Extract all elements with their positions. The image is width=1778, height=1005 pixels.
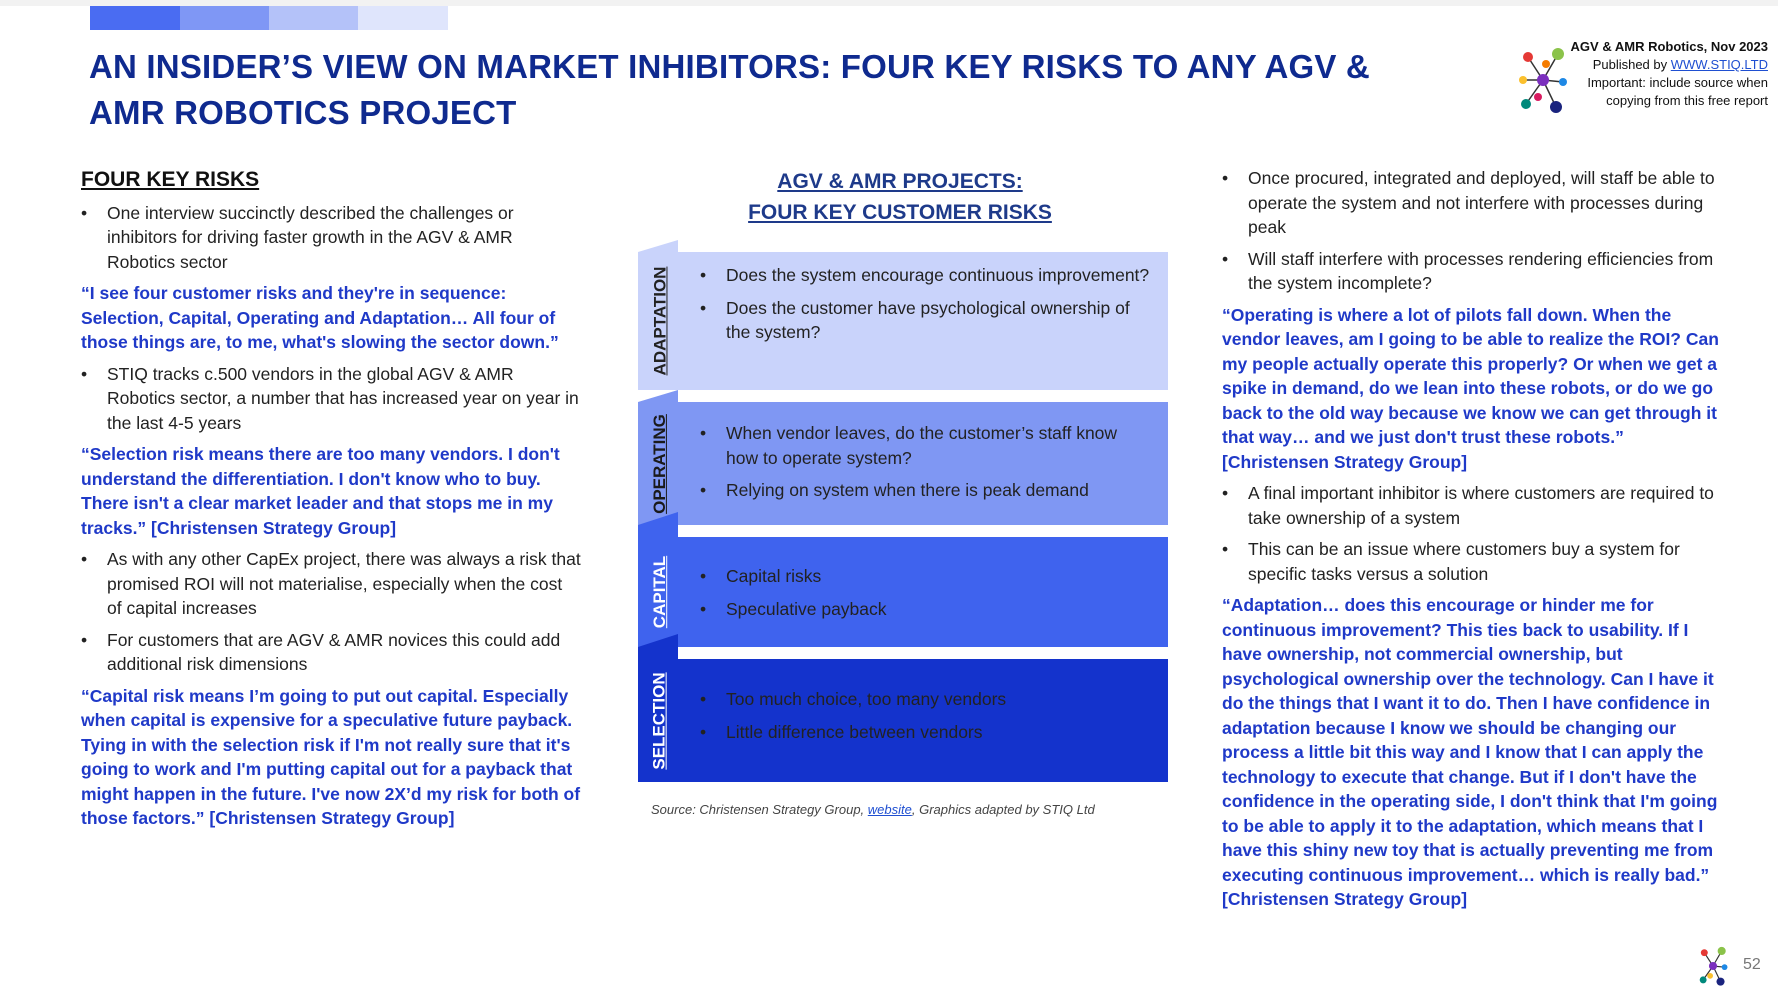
- publisher-report-line: AGV & AMR Robotics, Nov 2023: [1570, 39, 1768, 54]
- left-bullet: • As with any other CapEx project, there was always a risk that promised ROI will not materialise, especially when the cost of capital increases: [81, 547, 581, 621]
- left-column: [81, 168, 581, 838]
- source-prefix: Source: Christensen Strategy Group,: [651, 802, 868, 817]
- page-number: 52: [1743, 956, 1761, 973]
- band-item: • Relying on system when there is peak demand: [700, 478, 1150, 503]
- left-quote: “Selection risk means there are too many vendors. I don't understand the differentiation. I don't know who to buy. There isn't a clear market leader and that stops me in my tracks.” [Christensen Strategy Group]: [81, 444, 560, 538]
- left-quote: “Capital risk means I’m going to put out capital. Especially when capital is expensive for a speculative future payback. Tying in with the selection risk if I'm not really sure that it's going to work and I'm putting capital out for a payback that might happen in the future. I've now 2X’d my risk for both of those factors.” [Christensen Strategy Group]: [81, 685, 581, 828]
- left-quote: “I see four customer risks and they're in sequence: Selection, Capital, Operating and Adaptation… All four of those things are, to me, what's slowing the sector down.”: [81, 283, 559, 352]
- left-heading: FOUR KEY RISKS: [81, 168, 260, 191]
- right-column: [1222, 166, 1728, 919]
- band-label-capital-text: CAPITAL: [650, 555, 669, 629]
- band-label-selection: [638, 659, 682, 782]
- band-label-operating: [638, 402, 682, 525]
- left-bullet: • One interview succinctly described the challenges or inhibitors for driving faster growth in the AGV & AMR Robotics sector: [81, 201, 581, 275]
- progress-segment-2: [180, 6, 269, 30]
- progress-segment-1: [90, 6, 180, 30]
- band-item: • Does the customer have psychological ownership of the system?: [700, 296, 1150, 345]
- band-capital-items: [700, 564, 1150, 629]
- band-item: • Speculative payback: [700, 597, 1150, 622]
- band-label-selection-text: SELECTION: [650, 671, 670, 770]
- band-item: • Little difference between vendors: [700, 720, 1150, 745]
- band-selection-items: [700, 687, 1150, 752]
- source-suffix: , Graphics adapted by STIQ Ltd: [911, 802, 1095, 817]
- publisher-note-line-1: Important: include source when: [1587, 75, 1768, 90]
- right-bullet: • A final important inhibitor is where customers are required to take ownership of a system: [1222, 481, 1728, 530]
- band-label-adaptation: [638, 252, 682, 390]
- right-bullet: • This can be an issue where customers buy a system for specific tasks versus a solution: [1222, 537, 1728, 586]
- diagram-title: [700, 166, 1100, 228]
- stiq-website-link[interactable]: WWW.STIQ.LTD: [1670, 57, 1768, 72]
- band-item: • Capital risks: [700, 564, 1150, 589]
- band-label-adaptation-text: ADAPTATION: [650, 266, 670, 376]
- stiq-footer-logo-icon: [1697, 944, 1729, 988]
- right-quote: “Adaptation… does this encourage or hinder me for continuous improvement? This ties back to usability. If I have ownership, not commercial ownership, but psychological ownership over the technology. Can I have it do the things that I want it to do. Then I have confidence in adaptation because I know we should be changing our process a little bit this way and I know that I can apply the technology to execute that change. But if I don't have the confidence in the operating side, I don't think that I'm going to be able to apply it to the adaptation, which means that I have this shiny new toy that is actually preventing me from executing continuous improvement… which is really bad.” [Christensen Strategy Group]: [1222, 595, 1718, 909]
- progress-segment-3: [269, 6, 358, 30]
- band-label-operating-text: OPERATING: [650, 413, 669, 514]
- left-bullet: • STIQ tracks c.500 vendors in the global AGV & AMR Robotics sector, a number that has increased year on year in the last 4-5 years: [81, 362, 581, 436]
- right-bullet: • Will staff interfere with processes rendering efficiencies from the system incomplete?: [1222, 247, 1728, 296]
- right-quote: “Operating is where a lot of pilots fall down. When the vendor leaves, am I going to be able to realize the ROI? Can my people actually operate this properly? Or when we get a spike in demand, do we lean into these robots, or do we go back to the old way because we know we can get through it that way… and we just don't trust these robots.” [Christensen Strategy Group]: [1222, 304, 1719, 472]
- right-bullet: • Once procured, integrated and deployed, will staff be able to operate the system and not interfere with processes during peak: [1222, 166, 1728, 240]
- diagram-source: [651, 802, 1095, 817]
- page-title: AN INSIDER’S VIEW ON MARKET INHIBITORS: FOUR KEY RISKS TO ANY AGV & AMR ROBOTICS PROJECT: [89, 48, 1370, 131]
- publisher-note-line-2: copying from this free report: [1606, 93, 1768, 108]
- publisher-info: [1538, 38, 1768, 110]
- band-operating-items: [700, 421, 1150, 511]
- source-website-link[interactable]: website: [867, 802, 912, 817]
- diagram-title-line-1: AGV & AMR PROJECTS:: [777, 170, 1023, 193]
- left-bullet: • For customers that are AGV & AMR novices this could add additional risk dimensions: [81, 628, 581, 677]
- progress-segment-4: [358, 6, 448, 30]
- band-item: • Too much choice, too many vendors: [700, 687, 1150, 712]
- band-label-capital: [638, 537, 682, 647]
- diagram-title-line-2: FOUR KEY CUSTOMER RISKS: [748, 201, 1052, 224]
- publisher-published-line: [1538, 56, 1768, 74]
- band-item: • When vendor leaves, do the customer’s staff know how to operate system?: [700, 421, 1150, 470]
- publisher-published-prefix: Published by: [1592, 57, 1671, 72]
- band-adaptation-items: [700, 263, 1150, 353]
- band-item: • Does the system encourage continuous improvement?: [700, 263, 1150, 288]
